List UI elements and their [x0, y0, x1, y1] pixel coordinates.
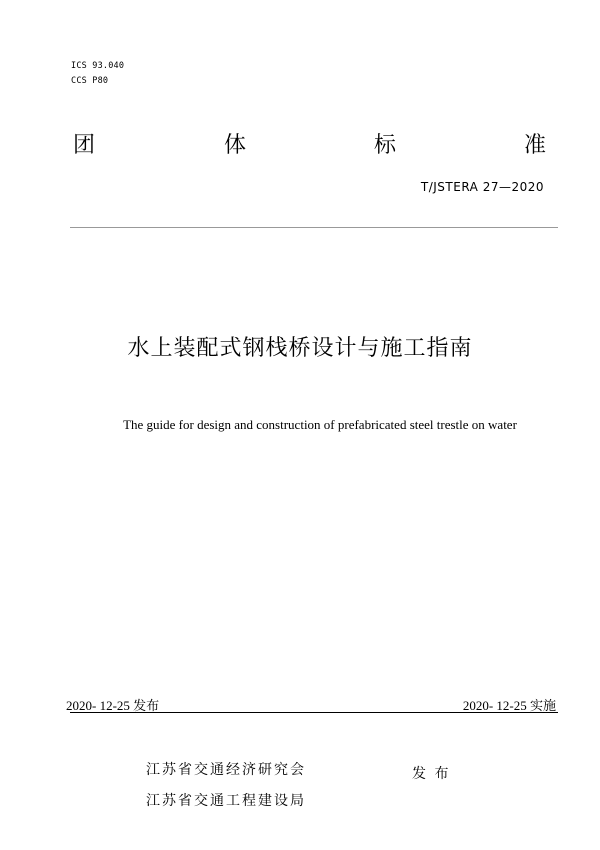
footer-divider	[70, 712, 558, 713]
standard-type-char-3: 标	[374, 133, 397, 158]
standard-type-char-2: 体	[224, 133, 247, 158]
standard-number: T/JSTERA 27—2020	[420, 180, 544, 194]
standard-type-char-4: 准	[524, 133, 547, 158]
ics-code: ICS 93.040	[71, 61, 125, 71]
standard-type-char-1: 团	[73, 133, 96, 158]
header-divider	[70, 227, 558, 228]
publisher-org-2: 江苏省交通工程建设局	[146, 793, 306, 809]
document-title-english: The guide for design and construction of prefabricated steel trestle on water	[123, 417, 517, 432]
publisher-org-1: 江苏省交通经济研究会	[146, 762, 306, 778]
document-title-chinese: 水上装配式钢栈桥设计与施工指南	[127, 336, 473, 361]
publish-action: 发 布	[412, 766, 451, 782]
ccs-code: CCS P80	[71, 76, 109, 86]
publish-date: 2020- 12-25 发布	[66, 698, 160, 713]
implement-date: 2020- 12-25 实施	[462, 698, 556, 713]
